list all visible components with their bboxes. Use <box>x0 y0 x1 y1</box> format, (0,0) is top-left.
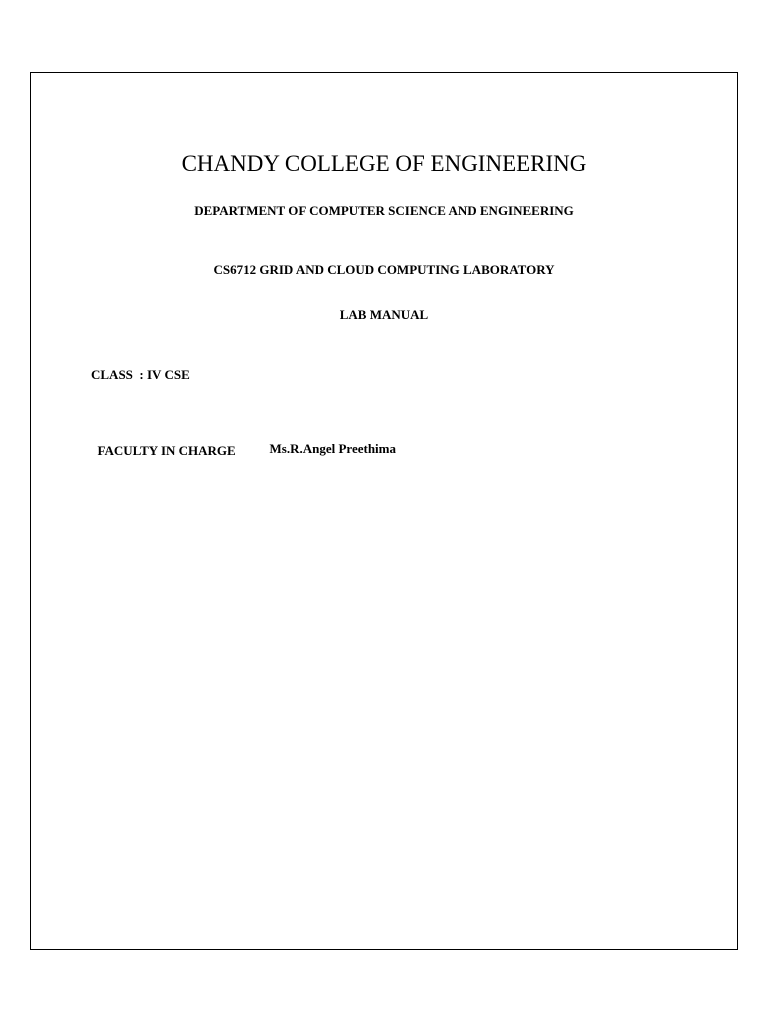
class-line: CLASS : IV CSE <box>91 367 190 382</box>
document-type: LAB MANUAL <box>339 307 429 322</box>
college-title: CHANDY COLLEGE OF ENGINEERING <box>181 151 587 176</box>
faculty-label: FACULTY IN CHARGE <box>97 443 236 458</box>
course-title: CS6712 GRID AND CLOUD COMPUTING LABORATORY <box>213 262 555 277</box>
faculty-line <box>91 427 396 459</box>
department-heading: DEPARTMENT OF COMPUTER SCIENCE AND ENGINEERING <box>194 203 574 218</box>
faculty-name: Ms.R.Angel Preethima <box>269 441 396 456</box>
